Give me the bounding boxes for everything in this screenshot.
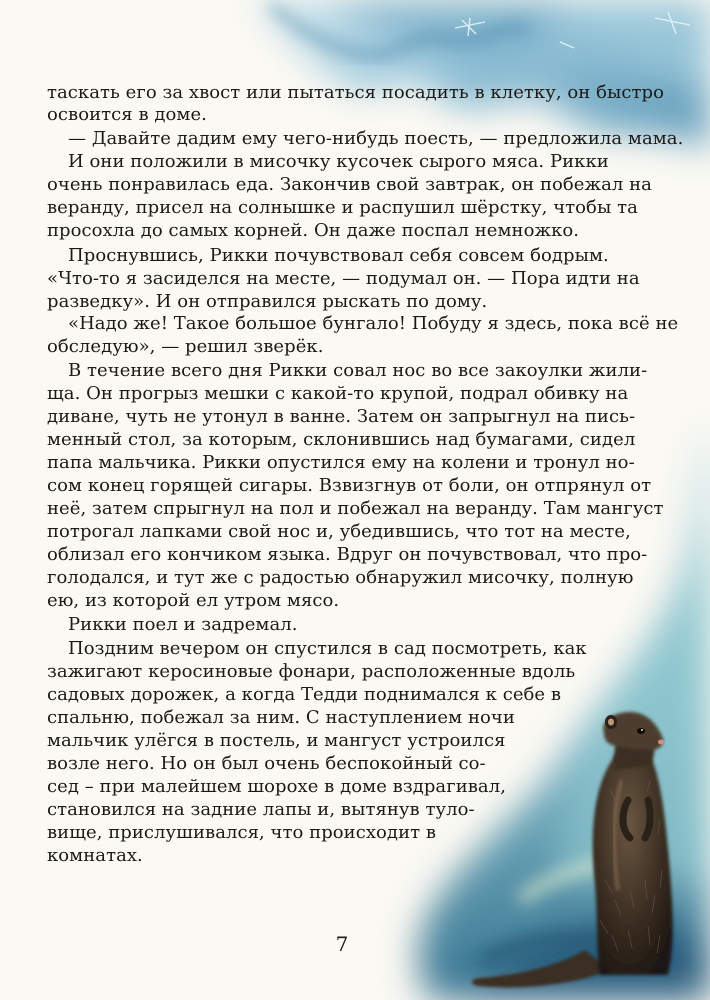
text-line: ща. Он прогрыз мешки с какой-то крупой, подрал обивку на	[47, 383, 629, 404]
text-line: освоится в доме.	[47, 104, 207, 125]
text-line: папа мальчика. Рикки опустился ему на колени и тронул но-	[47, 452, 635, 473]
text-line: В течение всего дня Рикки совал нос во все закоулки жили-	[68, 360, 648, 381]
text-line: голодался, и тут же с радостью обнаружил мисочку, полную	[47, 567, 634, 588]
text-line: садовых дорожек, а когда Тедди поднимался к себе в	[47, 684, 562, 705]
page-number: 7	[335, 932, 349, 956]
text-line: возле него. Но он был очень беспокойный со-	[47, 753, 486, 774]
text-line: становился на задние лапы и, вытянув туло-	[47, 799, 475, 820]
text-line: менный стол, за которым, склонившись над бумагами, сидел	[47, 429, 636, 450]
text-line: Поздним вечером он спустился в сад посмотреть, как	[68, 638, 587, 659]
text-line: неё, затем спрыгнул на пол и побежал на веранду. Там мангуст	[47, 498, 664, 519]
text-line: Рикки поел и задремал.	[68, 614, 298, 635]
text-line: вище, прислушивался, что происходит в	[47, 822, 437, 843]
text-line: спальню, побежал за ним. С наступлением ночи	[47, 707, 515, 728]
text-line: Проснувшись, Рикки почувствовал себя совсем бодрым.	[68, 245, 609, 266]
text-line: просохла до самых корней. Он даже поспал немножко.	[47, 220, 580, 241]
text-line: — Давайте дадим ему чего-нибудь поесть, — предложила мама.	[68, 128, 684, 149]
text-line: очень понравилась еда. Закончив свой завтрак, он побежал на	[47, 174, 652, 195]
text-line: облизал его кончиком языка. Вдруг он почувствовал, что про-	[47, 544, 648, 565]
text-line: комнатах.	[47, 845, 143, 866]
text-line: ею, из которой ел утром мясо.	[47, 590, 340, 611]
text-line: «Что-то я засиделся на месте, — подумал он. — Пора идти на	[47, 268, 640, 289]
text-line: потрогал лапками свой нос и, убедившись, что тот на месте,	[47, 521, 631, 542]
text-line: И они положили в мисочку кусочек сырого мяса. Рикки	[68, 151, 609, 172]
text-line: таскать его за хвост или пытаться посадить в клетку, он быстро	[47, 82, 664, 103]
text-line: сом конец горящей сигары. Взвизгнув от боли, он отпрянул от	[47, 475, 652, 496]
text-line: мальчик улёгся в постель, и мангуст устроился	[47, 730, 506, 751]
text-line: зажигают керосиновые фонари, расположенные вдоль	[47, 661, 576, 682]
text-line: «Надо же! Такое большое бунгало! Побуду я здесь, пока всё не	[68, 313, 679, 334]
text-line: веранду, присел на солнышке и распушил шёрстку, чтобы та	[47, 197, 638, 218]
text-line: разведку». И он отправился рыскать по дому.	[47, 291, 488, 312]
text-line: обследую», — решил зверёк.	[47, 336, 324, 357]
text-line: диване, чуть не утонул в ванне. Затем он запрыгнул на пись-	[47, 406, 636, 427]
text-line: сед – при малейшем шорохе в доме вздрагивал,	[47, 776, 506, 797]
